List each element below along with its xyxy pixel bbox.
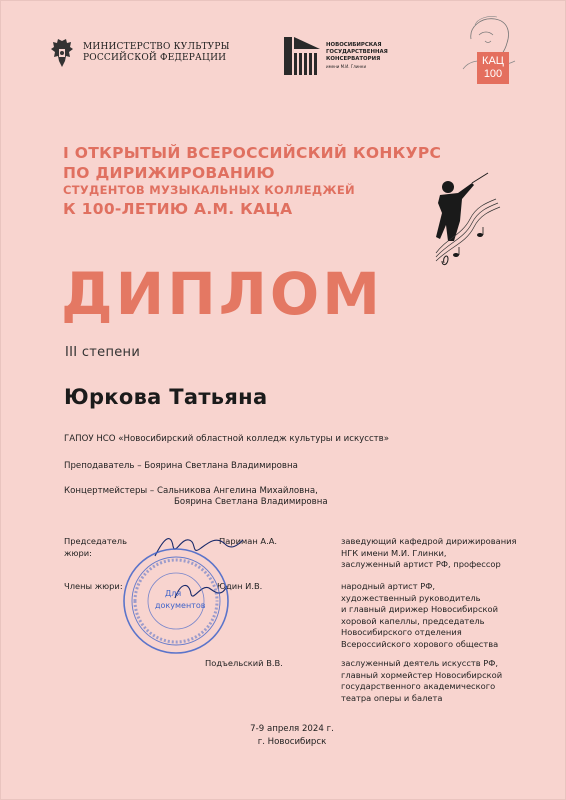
ministry-line-2: РОССИЙСКОЙ ФЕДЕРАЦИИ: [83, 53, 227, 63]
conservatory-line-4: имени М.И. Глинки: [326, 64, 367, 69]
jury-chair-desc-line-2: НГК имени М.И. Глинки,: [341, 547, 447, 558]
jury-chair-label-line-2: жюри:: [64, 547, 92, 558]
title-line-2: ПО ДИРИЖИРОВАНИЮ: [63, 164, 275, 182]
jury-member-1-desc-line-3: и главный дирижер Новосибирской: [341, 604, 498, 614]
conservatory-name: [326, 42, 388, 70]
official-stamp: [121, 546, 231, 656]
jury-member-1-desc-line-6: Всероссийского хорового общества: [341, 638, 499, 649]
event-date: 7-9 апреля 2024 г.: [250, 724, 334, 734]
jury-member-2-description: [341, 658, 502, 704]
double-headed-eagle-icon: [49, 37, 75, 69]
conservatory-logo: [284, 37, 388, 75]
jury-member-2-desc-line-1: заслуженный деятель искусств РФ,: [341, 658, 499, 668]
jury-member-2-desc-line-3: государственного академического: [341, 681, 496, 691]
conservatory-line-3: КОНСЕРВАТОРИЯ: [326, 56, 381, 62]
jury-member-1-desc-line-5: Новосибирского отделения: [341, 627, 462, 637]
diploma-degree: III степени: [65, 345, 141, 360]
jury-chair-label-line-1: Председатель: [64, 536, 127, 546]
recipient-name: Юркова Татьяна: [64, 385, 268, 409]
jury-member-2-desc-line-4: театра оперы и балета: [341, 692, 443, 703]
kac-100-badge: [477, 52, 509, 84]
title-line-4: К 100-ЛЕТИЮ А.М. КАЦА: [63, 200, 293, 218]
jury-chair-name: Париман А.А.: [219, 536, 278, 546]
diploma-heading: ДИПЛОМ: [61, 260, 383, 328]
teacher-text: Преподаватель – Боярина Светлана Владимировна: [64, 461, 298, 471]
jury-member-1-desc-line-4: хоровой капеллы, председатель: [341, 615, 485, 626]
ministry-name: [83, 42, 230, 64]
kac-badge-line-2: 100: [483, 68, 503, 80]
accompanists-text-2: Боярина Светлана Владимировна: [174, 497, 328, 507]
title-line-3: СТУДЕНТОВ МУЗЫКАЛЬНЫХ КОЛЛЕДЖЕЙ: [63, 183, 355, 197]
ministry-logo: [49, 37, 230, 69]
jury-chair-desc-line-1: заведующий кафедрой дирижирования: [341, 536, 517, 546]
conservatory-emblem-icon: [284, 37, 320, 75]
jury-chair-desc-line-3: заслуженный артист РФ, профессор: [341, 559, 501, 569]
jury-members-label: Члены жюри:: [64, 581, 123, 591]
jury-member-1-desc-line-2: художественный руководитель: [341, 592, 481, 603]
jury-member-1-description: [341, 581, 498, 650]
conservatory-line-1: НОВОСИБИРСКАЯ: [326, 42, 382, 48]
accompanists-text: Концертмейстеры – Сальникова Ангелина Михайловна,: [64, 486, 318, 496]
event-city: г. Новосибирск: [257, 737, 327, 747]
conservatory-line-2: ГОСУДАРСТВЕННАЯ: [326, 49, 388, 55]
jury-member-1-desc-line-1: народный артист РФ,: [341, 581, 435, 591]
stamp-text-2: документов: [155, 601, 206, 610]
kac-badge-line-1: КАЦ: [482, 55, 504, 67]
organization-text: ГАПОУ НСО «Новосибирский областной колледж культуры и искусств»: [64, 434, 389, 444]
conductor-silhouette: [426, 169, 501, 269]
jury-chair-description: [341, 536, 517, 571]
jury-member-2-desc-line-2: главный хормейстер Новосибирской: [341, 669, 503, 680]
title-line-1: I ОТКРЫТЫЙ ВСЕРОССИЙСКИЙ КОНКУРС: [63, 144, 442, 162]
ministry-line-1: МИНИСТЕРСТВО КУЛЬТУРЫ: [83, 42, 230, 52]
jury-member-1-name: Юдин И.В.: [217, 581, 263, 591]
stamp-text-1: Для: [165, 589, 182, 598]
jury-member-2-name: Подъельский В.В.: [205, 658, 283, 668]
jury-chair-label: [64, 536, 127, 559]
competition-title: [63, 143, 441, 220]
